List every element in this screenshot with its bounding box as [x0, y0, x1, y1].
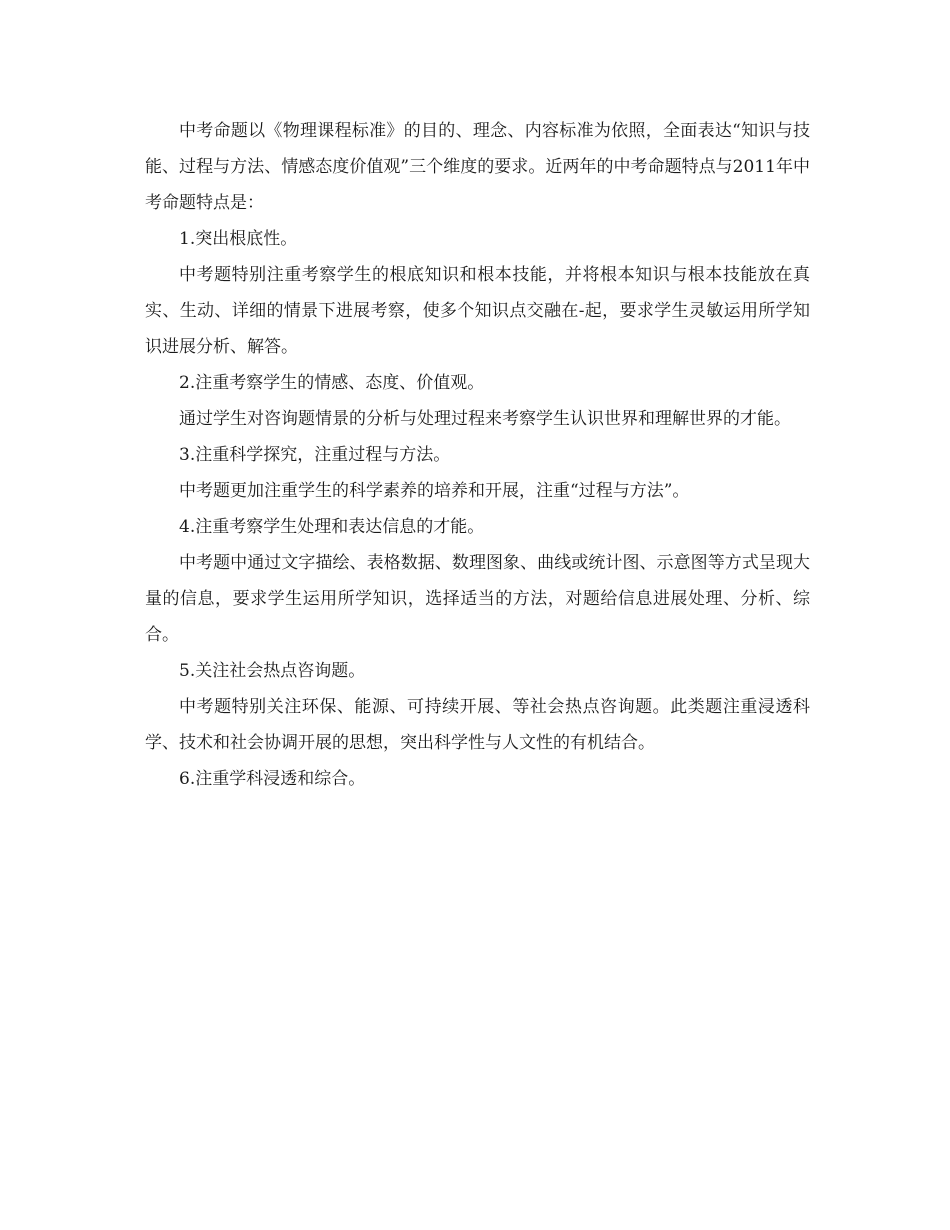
point-2-body: 通过学生对咨询题情景的分析与处理过程来考察学生认识世界和理解世界的才能。 [179, 409, 791, 429]
point-2-heading: 2.注重考察学生的情感、态度、价值观。 [179, 373, 485, 393]
point-3-body: 中考题更加注重学生的科学素养的培养和开展，注重“过程与方法”。 [179, 481, 690, 501]
document-body [145, 113, 810, 797]
point-1-body: 中考题特别注重考察学生的根底知识和根本技能，并将根本知识与根本技能放在真实、生动、详细的情景下进展考察，使多个知识点交融在-起，要求学生灵敏运用所学知识进展分析、解答。 [145, 265, 810, 357]
point-3-heading: 3.注重科学探究，注重过程与方法。 [179, 445, 451, 465]
point-4-body: 中考题中通过文字描绘、表格数据、数理图象、曲线或统计图、示意图等方式呈现大量的信息，要求学生运用所学知识，选择适当的方法，对题给信息进展处理、分析、综合。 [145, 553, 810, 645]
intro-paragraph: 中考命题以《物理课程标准》的目的、理念、内容标准为依照，全面表达“知识与技能、过程与方法、情感态度价值观”三个维度的要求。近两年的中考命题特点与2011年中考命题特点是： [145, 121, 810, 213]
point-5-heading: 5.关注社会热点咨询题。 [179, 661, 366, 681]
point-5-body: 中考题特别关注环保、能源、可持续开展、等社会热点咨询题。此类题注重浸透科学、技术和社会协调开展的思想，突出科学性与人文性的有机结合。 [145, 697, 810, 753]
point-4-heading: 4.注重考察学生处理和表达信息的才能。 [179, 517, 485, 537]
point-1-heading: 1.突出根底性。 [179, 229, 298, 249]
point-6-heading: 6.注重学科浸透和综合。 [179, 769, 366, 789]
